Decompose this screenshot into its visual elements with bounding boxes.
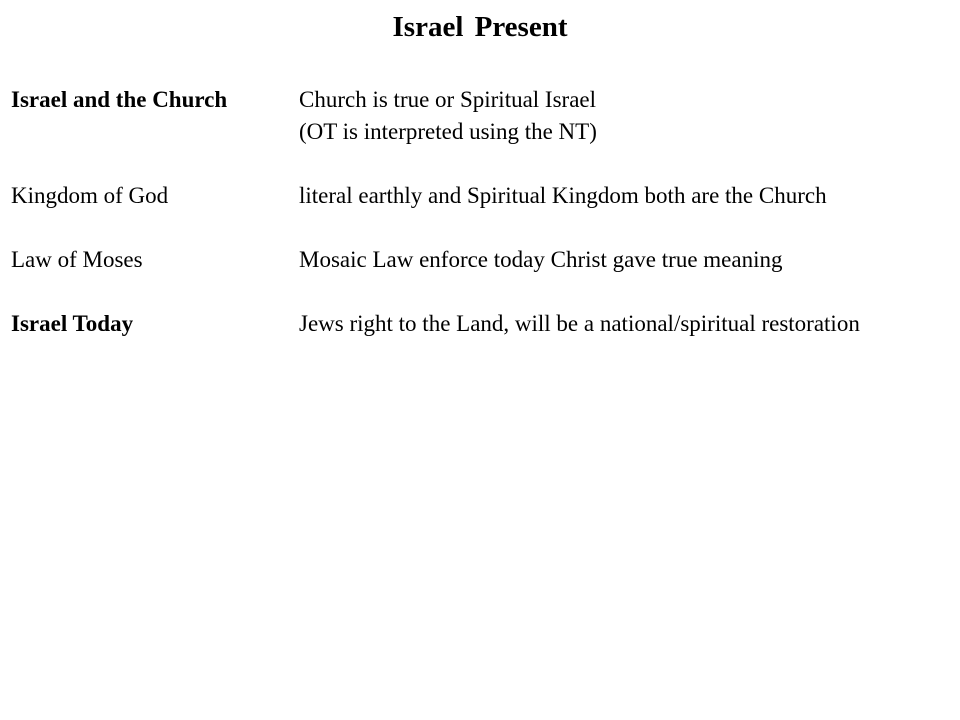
spacer — [11, 148, 956, 180]
row-description-line: (OT is interpreted using the NT) — [299, 119, 597, 144]
spacer — [11, 212, 956, 244]
row-description — [299, 244, 956, 276]
row-description-line: literal earthly and Spiritual Kingdom both are the Church — [299, 183, 827, 208]
row-description — [299, 308, 956, 340]
row-description-line: Jews right to the Land, will be a national/spiritual restoration — [299, 311, 860, 336]
slide-title: Israel Present — [392, 11, 568, 43]
row-israel-and-the-church — [11, 84, 956, 148]
row-israel-today — [11, 308, 956, 340]
row-term: Law of Moses — [11, 247, 143, 272]
row-description-line: Mosaic Law enforce today Christ gave true meaning — [299, 247, 783, 272]
row-description — [299, 84, 956, 148]
row-term: Kingdom of God — [11, 183, 169, 208]
comparison-list — [11, 84, 956, 340]
row-term: Israel and the Church — [11, 87, 228, 112]
row-description — [299, 180, 956, 212]
row-description-line: Church is true or Spiritual Israel — [299, 87, 597, 112]
row-term: Israel Today — [11, 311, 134, 336]
row-kingdom-of-god — [11, 180, 956, 212]
row-law-of-moses — [11, 244, 956, 276]
spacer — [11, 276, 956, 308]
